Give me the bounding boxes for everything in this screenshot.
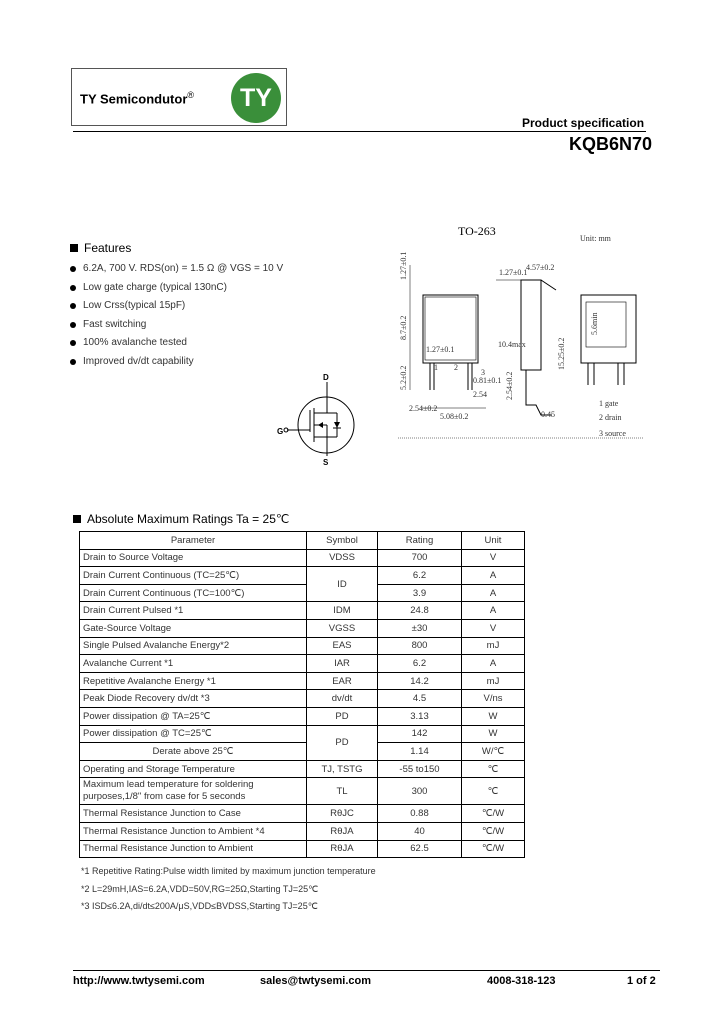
table-cell: mJ xyxy=(462,637,525,655)
svg-text:1.27±0.1: 1.27±0.1 xyxy=(499,268,528,277)
svg-text:0.81±0.1: 0.81±0.1 xyxy=(473,376,502,385)
table-cell: 3.13 xyxy=(378,707,462,725)
pin-drain: 2 drain xyxy=(599,413,622,422)
to263-package-drawing xyxy=(396,220,646,445)
features-list xyxy=(83,262,283,373)
table-cell: Derate above 25℃ xyxy=(80,743,307,761)
svg-text:5.08±0.2: 5.08±0.2 xyxy=(440,412,469,421)
pin-gate: 1 gate xyxy=(599,399,619,408)
table-row xyxy=(80,778,525,805)
table-cell: EAS xyxy=(307,637,378,655)
table-cell: EAR xyxy=(307,672,378,690)
table-row xyxy=(80,655,525,673)
table-row xyxy=(80,743,525,761)
footnote: *2 L=29mH,IAS=6.2A,VDD=50V,RG=25Ω,Starting TJ=25℃ xyxy=(81,884,319,894)
table-cell: VDSS xyxy=(307,549,378,567)
svg-text:1.27±0.1: 1.27±0.1 xyxy=(399,251,408,280)
table-cell: 6.2 xyxy=(378,567,462,585)
table-cell: Single Pulsed Avalanche Energy*2 xyxy=(80,637,307,655)
svg-text:10.4max: 10.4max xyxy=(498,340,526,349)
table-cell: Power dissipation @ TA=25℃ xyxy=(80,707,307,725)
footnote: *1 Repetitive Rating:Pulse width limited by maximum junction temperature xyxy=(81,866,376,876)
table-cell: ℃/W xyxy=(462,805,525,823)
column-header: Symbol xyxy=(307,532,378,550)
list-item: Low gate charge (typical 130nC) xyxy=(83,281,283,300)
table-cell: Thermal Resistance Junction to Case xyxy=(80,805,307,823)
table-row xyxy=(80,805,525,823)
table-cell: ℃/W xyxy=(462,822,525,840)
table-cell: ℃/W xyxy=(462,840,525,858)
table-cell: W/℃ xyxy=(462,743,525,761)
table-cell: W xyxy=(462,707,525,725)
list-item: 6.2A, 700 V. RDS(on) = 1.5 Ω @ VGS = 10 V xyxy=(83,262,283,281)
table-row xyxy=(80,690,525,708)
table-cell: Thermal Resistance Junction to Ambient xyxy=(80,840,307,858)
table-cell: 62.5 xyxy=(378,840,462,858)
table-cell: 1.14 xyxy=(378,743,462,761)
source-label: S xyxy=(323,458,329,467)
svg-text:1: 1 xyxy=(434,363,438,372)
svg-text:3: 3 xyxy=(481,368,485,377)
svg-text:15.25±0.2: 15.25±0.2 xyxy=(557,337,566,370)
table-cell: Drain Current Pulsed *1 xyxy=(80,602,307,620)
table-cell: dv/dt xyxy=(307,690,378,708)
phone-number: 4008-318-123 xyxy=(487,975,556,987)
table-row xyxy=(80,619,525,637)
ratings-heading: Absolute Maximum Ratings Ta = 25℃ xyxy=(73,512,289,526)
svg-text:1.27±0.1: 1.27±0.1 xyxy=(426,345,455,354)
table-cell: 24.8 xyxy=(378,602,462,620)
absolute-maximum-ratings-table xyxy=(79,531,525,858)
footnote: *3 ISD≤6.2A,di/dt≤200A/μS,VDD≤BVDSS,Starting TJ=25℃ xyxy=(81,901,318,911)
table-row xyxy=(80,822,525,840)
table-cell: 40 xyxy=(378,822,462,840)
table-cell: 800 xyxy=(378,637,462,655)
svg-text:4.57±0.2: 4.57±0.2 xyxy=(526,263,555,272)
table-cell: Operating and Storage Temperature xyxy=(80,760,307,778)
table-header-row xyxy=(80,532,525,550)
table-cell: W xyxy=(462,725,525,743)
table-row xyxy=(80,549,525,567)
svg-text:0.45: 0.45 xyxy=(541,410,555,419)
table-cell: RθJA xyxy=(307,822,378,840)
svg-text:5.6min: 5.6min xyxy=(590,312,599,335)
table-cell: 700 xyxy=(378,549,462,567)
table-cell: 4.5 xyxy=(378,690,462,708)
table-cell: 300 xyxy=(378,778,462,805)
page-number: 1 of 2 xyxy=(627,975,656,987)
table-cell: Peak Diode Recovery dv/dt *3 xyxy=(80,690,307,708)
table-cell: TL xyxy=(307,778,378,805)
list-item: 100% avalanche tested xyxy=(83,336,283,355)
table-cell: A xyxy=(462,567,525,585)
table-row xyxy=(80,760,525,778)
list-item: Improved dv/dt capability xyxy=(83,355,283,374)
column-header: Unit xyxy=(462,532,525,550)
list-item: Low Crss(typical 15pF) xyxy=(83,299,283,318)
svg-text:2.54: 2.54 xyxy=(473,390,487,399)
table-cell: 6.2 xyxy=(378,655,462,673)
table-cell: IAR xyxy=(307,655,378,673)
table-cell: mJ xyxy=(462,672,525,690)
table-cell: A xyxy=(462,584,525,602)
table-row xyxy=(80,707,525,725)
column-header: Parameter xyxy=(80,532,307,550)
bullet-square-icon xyxy=(73,515,81,523)
table-cell: ID xyxy=(307,567,378,602)
svg-text:2: 2 xyxy=(454,363,458,372)
table-cell: Thermal Resistance Junction to Ambient *4 xyxy=(80,822,307,840)
table-cell: V xyxy=(462,619,525,637)
table-row xyxy=(80,602,525,620)
table-cell: RθJC xyxy=(307,805,378,823)
svg-text:2.54±0.2: 2.54±0.2 xyxy=(409,404,438,413)
table-row xyxy=(80,567,525,585)
table-cell: VGSS xyxy=(307,619,378,637)
features-heading: Features xyxy=(70,241,131,255)
product-specification-label: Product specification xyxy=(522,116,645,130)
table-cell: Drain Current Continuous (TC=100℃) xyxy=(80,584,307,602)
pin-source: 3 source xyxy=(599,429,626,438)
bullet-square-icon xyxy=(70,244,78,252)
svg-text:8.7±0.2: 8.7±0.2 xyxy=(399,315,408,340)
table-cell: Maximum lead temperature for soldering purposes,1/8" from case for 5 seconds xyxy=(80,778,307,805)
table-row xyxy=(80,637,525,655)
package-name: TO-263 xyxy=(458,224,496,238)
footer-divider xyxy=(73,970,660,971)
table-cell: 0.88 xyxy=(378,805,462,823)
table-cell: Avalanche Current *1 xyxy=(80,655,307,673)
table-cell: A xyxy=(462,655,525,673)
table-cell: V xyxy=(462,549,525,567)
table-cell: Repetitive Avalanche Energy *1 xyxy=(80,672,307,690)
email-link[interactable]: sales@twtysemi.com xyxy=(260,975,371,987)
website-link[interactable]: http://www.twtysemi.com xyxy=(73,975,205,987)
gate-label: G xyxy=(277,427,284,436)
table-cell: Power dissipation @ TC=25℃ xyxy=(80,725,307,743)
table-cell: RθJA xyxy=(307,840,378,858)
table-cell: ±30 xyxy=(378,619,462,637)
table-cell: PD xyxy=(307,725,378,760)
table-row xyxy=(80,840,525,858)
company-name: TY Semicondutor® xyxy=(80,90,195,107)
table-row xyxy=(80,584,525,602)
table-cell: TJ, TSTG xyxy=(307,760,378,778)
table-cell: 3.9 xyxy=(378,584,462,602)
table-cell: 142 xyxy=(378,725,462,743)
list-item: Fast switching xyxy=(83,318,283,337)
table-cell: PD xyxy=(307,707,378,725)
table-row xyxy=(80,725,525,743)
company-logo: TY xyxy=(231,73,281,123)
table-cell: ℃ xyxy=(462,778,525,805)
svg-text:5.2±0.2: 5.2±0.2 xyxy=(399,365,408,390)
table-cell: V/ns xyxy=(462,690,525,708)
svg-text:2.54±0.2: 2.54±0.2 xyxy=(505,371,514,400)
table-cell: IDM xyxy=(307,602,378,620)
unit-label: Unit: mm xyxy=(580,234,611,243)
mosfet-symbol-diagram xyxy=(272,370,362,470)
drain-label: D xyxy=(323,373,329,382)
column-header: Rating xyxy=(378,532,462,550)
table-cell: -55 to150 xyxy=(378,760,462,778)
table-cell: Drain Current Continuous (TC=25℃) xyxy=(80,567,307,585)
part-number: KQB6N70 xyxy=(569,134,653,154)
table-cell: A xyxy=(462,602,525,620)
table-cell: 14.2 xyxy=(378,672,462,690)
table-cell: ℃ xyxy=(462,760,525,778)
table-cell: Gate-Source Voltage xyxy=(80,619,307,637)
table-cell: Drain to Source Voltage xyxy=(80,549,307,567)
header-divider xyxy=(73,131,646,132)
table-row xyxy=(80,672,525,690)
